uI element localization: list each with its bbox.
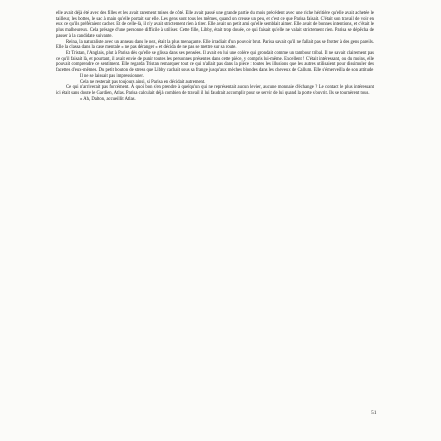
paragraph: Ce qui n'arriverait pas forcément. À quoi bon s'en prendre à quelqu'un qui ne représentait aucun levier, aucune monnaie d'échange ? Le contact le plus intéressant ici était sans doute le Gardien, Atlas. Parisa calculait déjà combien de travail il lui faudrait accomplir pour se servir de lui quand la porte s'ouvrit. Ils se tournèrent tous. [56,85,374,97]
paragraph: « Ah, Dalton, accueillit Atlas. [80,96,136,102]
page-number: 51 [371,410,377,416]
paragraph: Cela ne resterait pas toujours ainsi, si Parisa en décidait autrement. [80,79,206,85]
paragraph: Il ne se laissait pas impressionner. [80,73,144,79]
paragraph: elle avait déjà été avec des filles et les avait rarement mises de côté. Elle avait passé une grande partie du mois précédent avec une riche héritière qu'elle avait achetée le tailleur, les bottes, le sac à main qu'elle portait sur elle. Les gens sont tous les mêmes, quand on creuse un peu, et c'est ce que Parisa faisait. C'était son travail de voir en eux ce qu'ils préféraient cacher. Et de celle-là, il n'y avait strictement rien à tirer. Elle avait un petit ami qu'elle semblait aimer. Elle avait de bonnes intentions, et c'était le plus malheureux. Cela présage d'une personne difficile à utiliser. Cette fille, Libby, était trop douée, ce qui faisait qu'elle ne valait strictement rien. Parisa se dépêcha de passer à la candidate suivante. [56,11,374,39]
body-text [56,11,374,103]
paragraph: Reina, la naturaliste avec un anneau dans le nez, était la plus menaçante. Elle irradiait d'un pouvoir brut. Parisa savait qu'il ne fallait pas se frotter à des gens pareils. Elle la classa dans la case mentale « ne pas déranger » et décida de ne pas se mettre sur sa route. [56,39,374,51]
paragraph: Et Tristan, l'Anglais, plut à Parisa dès qu'elle se glissa dans ses pensées. Il avait en lui une colère qui grondait comme un tambour tribal. Il ne savait clairement pas ce qu'il faisait là, et pourtant, il avait envie de punir toutes les personnes présentes dans cette pièce, y compris lui-même. Excellent ! C'était intéressant, ou du moins, elle pouvait comprendre ce sentiment. Elle regarda Tristan remarquer tout ce qui n'allait pas dans la pièce : toutes les illusions que les autres utilisaient pour dissimuler des facettes d'eux-mêmes. Du petit bouton de stress que Libby cachait sous sa frange jusqu'aux mèches blondes dans les cheveux de Callum. Elle s'émerveilla de son attitude [56,51,374,74]
